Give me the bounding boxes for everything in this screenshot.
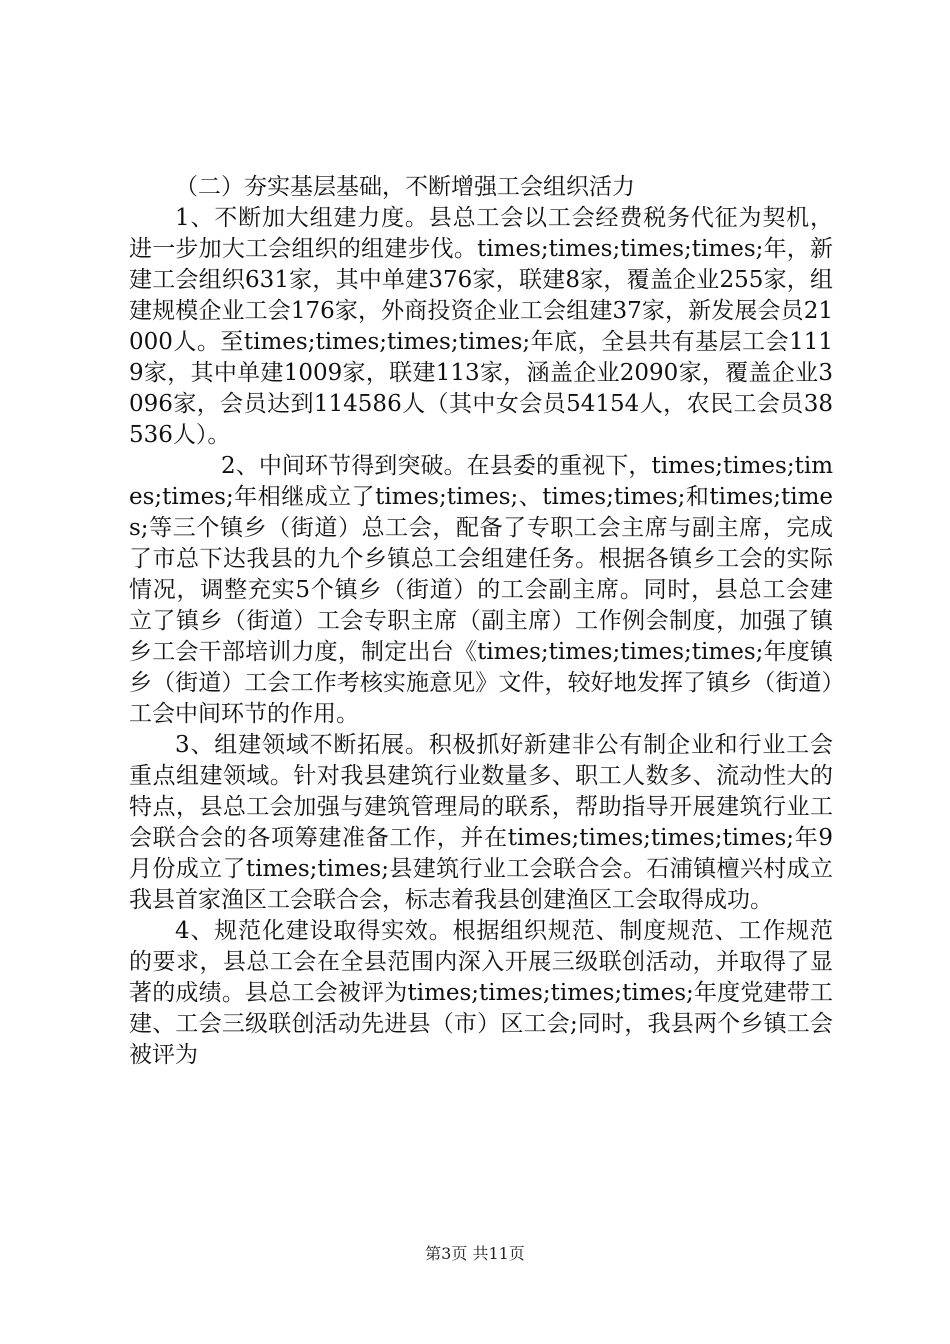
paragraph-2: 2、中间环节得到突破。在县委的重视下，times;times;times;times;年相继成立了times;times;、times;times;和times;times;等三个镇乡（街道）总工会，配备了专职工会主席与副主席，完成了市总下达我县的九个乡镇总工会组建任务。根据各镇乡工会的实际情况，调整充实5个镇乡（街道）的工会副主席。同时，县总工会建立了镇乡（街道）工会专职主席（副主席）工作例会制度，加强了镇乡工会干部培训力度，制定出台《times;times;times;times;年度镇乡（街道）工会工作考核实施意见》文件，较好地发挥了镇乡（街道）工会中间环节的作用。 — [129, 453, 833, 727]
page-footer: 第3页 共11页 — [425, 1244, 525, 1263]
paragraph-3: 3、组建领域不断拓展。积极抓好新建非公有制企业和行业工会重点组建领域。针对我县建筑行业数量多、职工人数多、流动性大的特点，县总工会加强与建筑管理局的联系，帮助指导开展建筑行业工会联合会的各项筹建准备工作，并在times;times;times;times;年9月份成立了times;times;县建筑行业工会联合会。石浦镇檀兴村成立我县首家渔区工会联合会，标志着我县创建渔区工会取得成功。 — [129, 732, 833, 913]
paragraph-1: 1、不断加大组建力度。县总工会以工会经费税务代征为契机，进一步加大工会组织的组建步伐。times;times;times;times;年，新建工会组织631家，其中单建376家，联建8家，覆盖企业255家，组建规模企业工会176家，外商投资企业工会组建37家，新发展会员21000人。至times;times;times;times;年底，全县共有基层工会1119家，其中单建1009家，联建113家，涵盖企业2090家，覆盖企业3096家，会员达到114586人（其中女会员54154人，农民工会员38536人）。 — [129, 205, 833, 448]
section-heading: （二）夯实基层基础，不断增强工会组织活力 — [175, 174, 635, 200]
document-body — [129, 172, 833, 1071]
paragraph-4: 4、规范化建设取得实效。根据组织规范、制度规范、工作规范的要求，县总工会在全县范围内深入开展三级联创活动，并取得了显著的成绩。县总工会被评为times;times;times;times;年度党建带工建、工会三级联创活动先进县（市）区工会;同时，我县两个乡镇工会被评为 — [129, 918, 833, 1068]
